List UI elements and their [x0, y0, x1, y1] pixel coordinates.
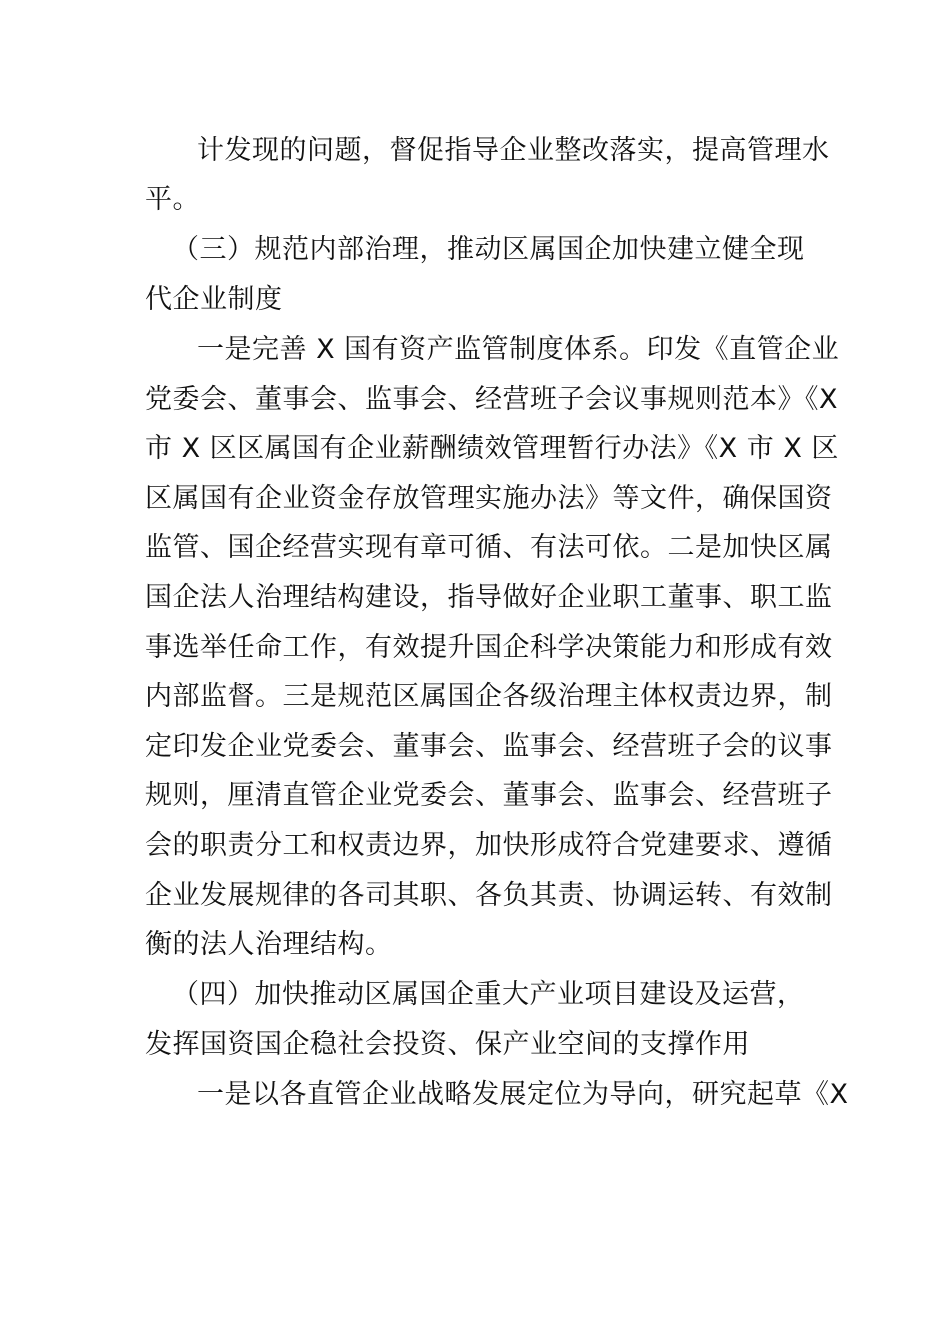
section-heading-line: （三）规范内部治理，推动区属国企加快建立健全现 [172, 234, 805, 265]
paragraph-line: 定印发企业党委会、董事会、监事会、经营班子会的议事 [145, 731, 833, 762]
paragraph-line: 党委会、董事会、监事会、经营班子会议事规则范本》《X [145, 384, 838, 415]
paragraph-line: 会的职责分工和权责边界，加快形成符合党建要求、遵循 [145, 830, 833, 861]
paragraph-line: 规则，厘清直管企业党委会、董事会、监事会、经营班子 [145, 780, 833, 811]
paragraph-line: 监管、国企经营实现有章可循、有法可依。二是加快区属 [145, 532, 833, 563]
paragraph-line: 事选举任命工作，有效提升国企科学决策能力和形成有效 [145, 632, 833, 663]
paragraph-line: 一是以各直管企业战略发展定位为导向，研究起草《X [197, 1079, 849, 1110]
paragraph-line: 区属国有企业资金存放管理实施办法》等文件，确保国资 [145, 483, 833, 514]
paragraph-line: 国企法人治理结构建设，指导做好企业职工董事、职工监 [145, 582, 833, 613]
paragraph-line: 一是完善 X 国有资产监管制度体系。印发《直管企业 [197, 334, 840, 365]
section-heading-line: 代企业制度 [145, 284, 283, 315]
paragraph-line: 平。 [145, 184, 200, 215]
section-heading-line: 发挥国资国企稳社会投资、保产业空间的支撑作用 [145, 1029, 750, 1060]
paragraph-line: 内部监督。三是规范区属国企各级治理主体权责边界，制 [145, 681, 833, 712]
paragraph-line: 市 X 区区属国有企业薪酬绩效管理暂行办法》《X 市 X 区 [145, 433, 839, 464]
paragraph-line: 计发现的问题，督促指导企业整改落实，提高管理水 [197, 135, 830, 166]
paragraph-line: 衡的法人治理结构。 [145, 929, 393, 960]
paragraph-line: 企业发展规律的各司其职、各负其责、协调运转、有效制 [145, 880, 833, 911]
section-heading-line: （四）加快推动区属国企重大产业项目建设及运营， [172, 979, 805, 1010]
